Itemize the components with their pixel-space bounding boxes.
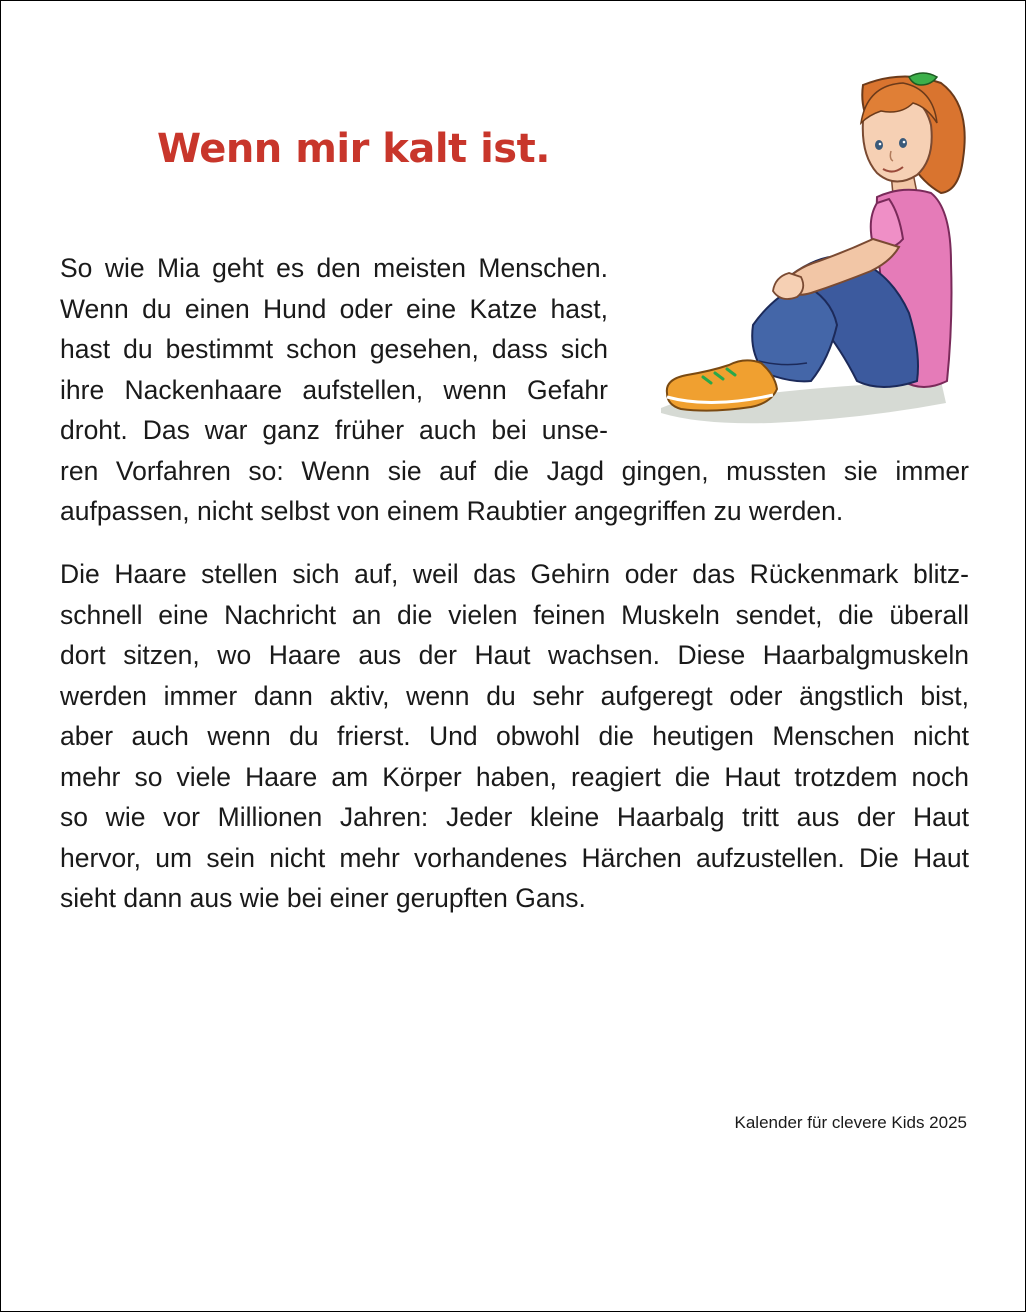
paragraph-2-line: werden immer dann aktiv, wenn du sehr aufgeregt oder ängstlich bist, xyxy=(60,680,969,711)
paragraph-2-line: hervor, um sein nicht mehr vorhandenes Härchen aufzustellen. Die Haut xyxy=(60,842,969,873)
paragraph-1-line: droht. Das war ganz früher auch bei unse- xyxy=(60,415,608,445)
paragraph-2-line: so wie vor Millionen Jahren: Jeder kleine Haarbalg tritt aus der Haut xyxy=(60,802,969,832)
paragraph-1-line: So wie Mia geht es den meisten Menschen. xyxy=(60,253,608,283)
paragraph-2-line: schnell eine Nachricht an die vielen feinen Muskeln sendet, die überall xyxy=(60,599,969,630)
paragraph-1-line: ren Vorfahren so: Wenn sie auf die Jagd gingen, mussten sie immer xyxy=(60,455,969,486)
paragraph-2-line: mehr so viele Haare am Körper haben, reagiert die Haut trotzdem noch xyxy=(60,761,969,792)
footer-caption: Kalender für clevere Kids 2025 xyxy=(734,1113,967,1132)
page-title: Wenn mir kalt ist. xyxy=(157,126,550,172)
paragraph-2-line: aber auch wenn du frierst. Und obwohl die heutigen Menschen nicht xyxy=(60,721,969,751)
paragraph-1 xyxy=(60,248,969,532)
paragraph-2-line: Die Haare stellen sich auf, weil das Gehirn oder das Rückenmark blitz- xyxy=(60,559,969,589)
paragraph-1-line: ihre Nackenhaare aufstellen, wenn Gefahr xyxy=(60,374,608,405)
paragraph-1-line: Wenn du einen Hund oder eine Katze hast, xyxy=(60,293,608,324)
paragraph-1-line: hast du bestimmt schon gesehen, dass sich xyxy=(60,334,608,364)
paragraph-2-line: dort sitzen, wo Haare aus der Haut wachsen. Diese Haarbalgmuskeln xyxy=(60,640,969,670)
paragraph-2 xyxy=(60,554,969,919)
paragraph-2-line: sieht dann aus wie bei einer gerupften Gans. xyxy=(60,883,586,913)
paragraph-1-line: aufpassen, nicht selbst von einem Raubtier angegriffen zu werden. xyxy=(60,496,844,526)
